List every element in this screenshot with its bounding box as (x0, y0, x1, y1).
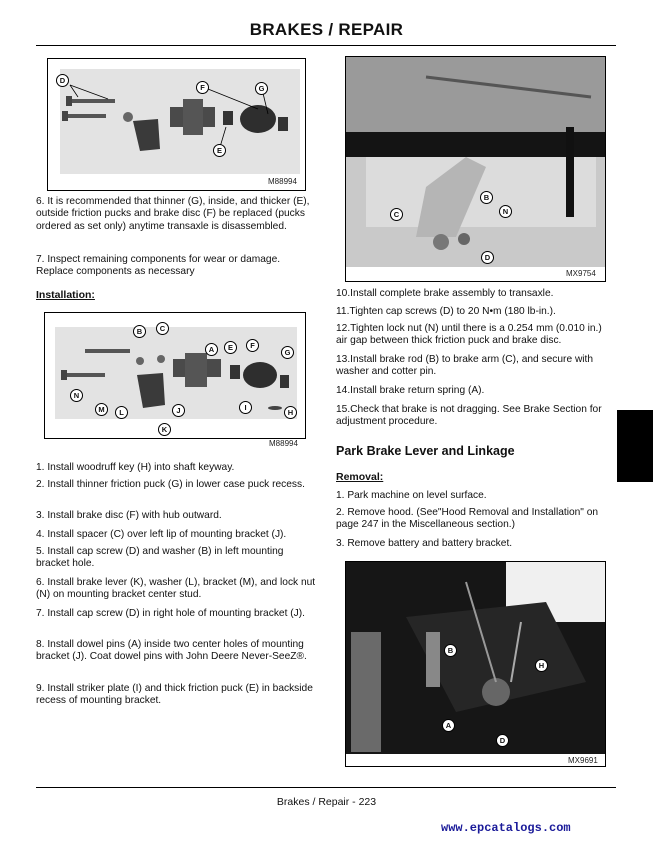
section-tab (617, 410, 653, 482)
install-step-8: 8. Install dowel pins (A) inside two center holes of mounting bracket (J). Coat dowel pins with John Deere Never-SeeZ®. (36, 639, 307, 663)
install-step-10: 10.Install complete brake assembly to transaxle. (336, 288, 554, 299)
callout-j: J (172, 404, 185, 417)
install-step-6: 6. Install brake lever (K), washer (L), bracket (M), and lock nut (N) on mounting bracket center stud. (36, 577, 316, 601)
callout-l: L (115, 406, 128, 419)
brake-assembly-photo (346, 57, 605, 281)
install-step-1: 1. Install woodruff key (H) into shaft keyway. (36, 462, 235, 473)
figure-caption: MX9691 (568, 756, 598, 765)
park-step-3: 3. Remove battery and battery bracket. (336, 538, 513, 549)
callout-b: B (444, 644, 457, 657)
callout-a: A (442, 719, 455, 732)
callout-a: A (205, 343, 218, 356)
callout-g: G (255, 82, 268, 95)
install-step-5: 5. Install cap screw (D) and washer (B) in left mounting bracket hole. (36, 546, 284, 570)
brake-parts-illustration (48, 59, 305, 190)
callout-n: N (70, 389, 83, 402)
removal-heading: Removal: (336, 471, 384, 483)
park-brake-photo (346, 562, 605, 766)
install-step-4: 4. Install spacer (C) over left lip of mounting bracket (J). (36, 529, 287, 540)
callout-e: E (213, 144, 226, 157)
brake-installation-illustration (45, 313, 305, 438)
callout-h: H (284, 406, 297, 419)
watermark-url[interactable]: www.epcatalogs.com (441, 821, 571, 835)
park-brake-heading: Park Brake Lever and Linkage (336, 444, 515, 458)
callout-c: C (390, 208, 403, 221)
callout-b: B (480, 191, 493, 204)
figure-caption: M88994 (269, 439, 298, 448)
install-step-13: 13.Install brake rod (B) to brake arm (C), and secure with washer and cotter pin. (336, 354, 594, 378)
page-footer: Brakes / Repair - 223 (276, 796, 377, 808)
park-step-1: 1. Park machine on level surface. (336, 490, 487, 501)
page-title: BRAKES / REPAIR (249, 20, 404, 39)
callout-k: K (158, 423, 171, 436)
figure-caption: MX9754 (566, 269, 596, 278)
figure-brake-parts-top (47, 58, 306, 191)
callout-b: B (133, 325, 146, 338)
install-step-11: 11.Tighten cap screws (D) to 20 N•m (180 lb-in.). (336, 306, 556, 317)
callout-g: G (281, 346, 294, 359)
callout-c: C (156, 322, 169, 335)
park-step-2: 2. Remove hood. (See"Hood Removal and Installation" on page 247 in the Miscellaneous section.) (336, 507, 599, 531)
install-step-9: 9. Install striker plate (I) and thick friction puck (E) in backside recess of mounting bracket. (36, 683, 313, 707)
figure-park-brake-photo (345, 561, 606, 767)
callout-e: E (224, 341, 237, 354)
installation-heading: Installation: (36, 289, 95, 301)
callout-d: D (56, 74, 69, 87)
footer-rule (36, 787, 616, 788)
figure-brake-parts-installation (44, 312, 306, 448)
callout-i: I (239, 401, 252, 414)
removal-step-7: 7. Inspect remaining components for wear or damage. Replace components as necessary (36, 254, 281, 278)
install-step-12: 12.Tighten lock nut (N) until there is a 0.254 mm (0.010 in.) air gap between thick friction puck and brake disc. (336, 323, 602, 347)
callout-n: N (499, 205, 512, 218)
callout-f: F (246, 339, 259, 352)
figure-caption: M88994 (268, 177, 297, 186)
install-step-3: 3. Install brake disc (F) with hub outward. (36, 510, 222, 521)
callout-d: D (481, 251, 494, 264)
callout-m: M (95, 403, 108, 416)
install-step-14: 14.Install brake return spring (A). (336, 385, 485, 396)
callout-f: F (196, 81, 209, 94)
header-rule (36, 45, 616, 46)
callout-h: H (535, 659, 548, 672)
install-step-7: 7. Install cap screw (D) in right hole of mounting bracket (J). (36, 608, 305, 619)
removal-step-6: 6. It is recommended that thinner (G), inside, and thicker (E), outside friction pucks and brake disc (F) be replaced (pucks ordered as set only) anytime transaxle is disassembled. (36, 196, 310, 232)
install-step-15: 15.Check that brake is not dragging. See Brake Section for adjustment procedure. (336, 404, 602, 428)
figure-brake-assembly-photo (345, 56, 606, 282)
install-step-2: 2. Install thinner friction puck (G) in lower case puck recess. (36, 479, 305, 490)
callout-d: D (496, 734, 509, 747)
